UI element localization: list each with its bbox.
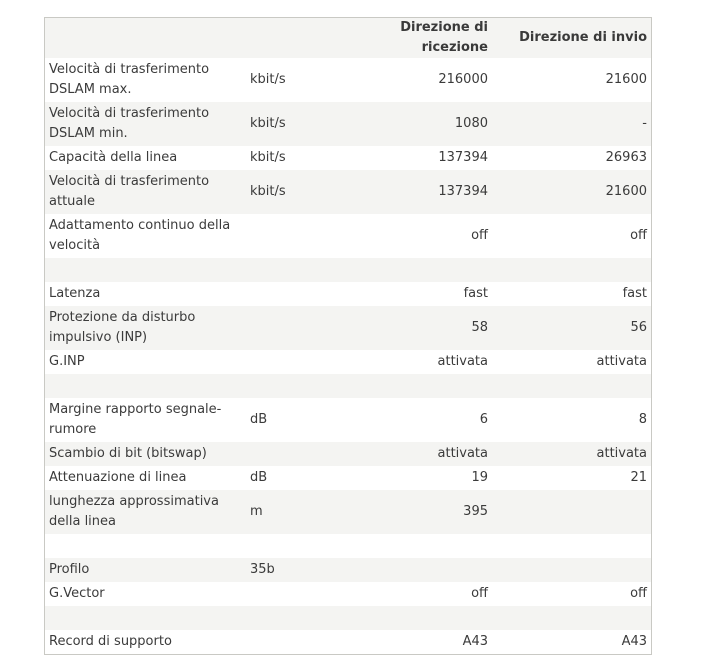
row-send-value	[492, 606, 651, 630]
row-unit: kbit/s	[250, 184, 286, 199]
row-unit	[246, 306, 326, 350]
row-receive-value: 137394	[438, 184, 488, 199]
row-receive-value: 216000	[438, 72, 488, 87]
table-row	[45, 350, 651, 374]
row-receive-value: A43	[462, 634, 488, 649]
row-receive-value: 137394	[438, 150, 488, 165]
table-row	[45, 170, 651, 214]
table-row	[45, 102, 651, 146]
table-row	[45, 490, 651, 534]
row-receive-value	[326, 374, 492, 398]
row-send-value: 8	[638, 412, 647, 427]
row-unit: dB	[250, 470, 268, 485]
row-label	[45, 374, 246, 398]
row-receive-value: off	[471, 586, 488, 601]
row-send-value: A43	[621, 634, 647, 649]
row-receive-value: 19	[471, 470, 488, 485]
row-label: Velocità di trasferimento DSLAM min.	[49, 106, 210, 141]
row-receive-value	[326, 534, 492, 558]
row-label: Attenuazione di linea	[49, 470, 187, 485]
row-unit: m	[250, 504, 263, 519]
row-label: Velocità di trasferimento attuale	[49, 174, 210, 209]
row-unit	[246, 282, 326, 306]
row-unit	[246, 606, 326, 630]
row-receive-value: attivata	[437, 354, 488, 369]
row-label	[45, 258, 246, 282]
table-row	[45, 146, 651, 170]
table-header-row	[45, 18, 651, 58]
row-send-value: 21600	[605, 72, 647, 87]
header-label	[45, 18, 246, 58]
row-unit	[246, 630, 326, 654]
row-unit	[246, 350, 326, 374]
row-send-value: -	[642, 116, 647, 131]
row-receive-value: 1080	[454, 116, 488, 131]
row-send-value: 21600	[605, 184, 647, 199]
table-row-spacer	[45, 374, 651, 398]
row-receive-value: fast	[463, 286, 488, 301]
dsl-info-table-frame	[44, 17, 652, 655]
row-send-value	[492, 534, 651, 558]
row-send-value: attivata	[596, 446, 647, 461]
row-label: Margine rapporto segnale-rumore	[49, 402, 222, 437]
header-receive-direction: Direzione di ricezione	[400, 20, 488, 55]
row-label: Velocità di trasferimento DSLAM max.	[49, 62, 210, 97]
table-row-spacer	[45, 258, 651, 282]
row-receive-value: attivata	[437, 446, 488, 461]
row-unit: kbit/s	[250, 116, 286, 131]
row-label: G.INP	[49, 354, 85, 369]
row-receive-value	[326, 606, 492, 630]
table-row-spacer	[45, 606, 651, 630]
table-row	[45, 398, 651, 442]
row-label: Profilo	[49, 562, 90, 577]
row-send-value: off	[630, 586, 647, 601]
table-row-spacer	[45, 534, 651, 558]
row-send-value: fast	[622, 286, 647, 301]
row-send-value: off	[630, 228, 647, 243]
row-unit: 35b	[250, 562, 275, 577]
row-send-value: attivata	[596, 354, 647, 369]
table-row	[45, 558, 651, 582]
row-send-value	[492, 558, 651, 582]
row-unit	[246, 374, 326, 398]
row-unit	[246, 442, 326, 466]
row-label: Scambio di bit (bitswap)	[49, 446, 207, 461]
row-send-value	[492, 258, 651, 282]
row-label: Latenza	[49, 286, 101, 301]
table-row	[45, 466, 651, 490]
table-row	[45, 214, 651, 258]
row-label: Capacità della linea	[49, 150, 178, 165]
row-label: G.Vector	[49, 586, 105, 601]
row-label	[45, 534, 246, 558]
row-unit: kbit/s	[250, 72, 286, 87]
table-row	[45, 442, 651, 466]
row-receive-value	[326, 258, 492, 282]
table-row	[45, 306, 651, 350]
row-send-value: 21	[630, 470, 647, 485]
row-label: lunghezza approssimativa della linea	[49, 494, 219, 529]
row-receive-value: 58	[471, 320, 488, 335]
row-label: Protezione da disturbo impulsivo (INP)	[49, 310, 196, 345]
row-unit: dB	[250, 412, 268, 427]
dsl-info-table	[45, 18, 651, 654]
row-receive-value: off	[471, 228, 488, 243]
row-unit	[246, 582, 326, 606]
row-unit	[246, 258, 326, 282]
header-unit	[246, 18, 326, 58]
row-unit	[246, 534, 326, 558]
row-receive-value: 395	[463, 504, 488, 519]
row-receive-value	[326, 558, 492, 582]
row-receive-value: 6	[479, 412, 488, 427]
row-send-value	[492, 490, 651, 534]
table-row	[45, 282, 651, 306]
row-send-value: 26963	[605, 150, 647, 165]
row-send-value	[492, 374, 651, 398]
table-row	[45, 582, 651, 606]
table-row	[45, 630, 651, 654]
row-send-value: 56	[630, 320, 647, 335]
row-unit: kbit/s	[250, 150, 286, 165]
table-row	[45, 58, 651, 102]
row-label: Record di supporto	[49, 634, 172, 649]
header-send-direction: Direzione di invio	[519, 30, 647, 45]
row-label	[45, 606, 246, 630]
row-label: Adattamento continuo della velocità	[49, 218, 231, 253]
row-unit	[246, 214, 326, 258]
